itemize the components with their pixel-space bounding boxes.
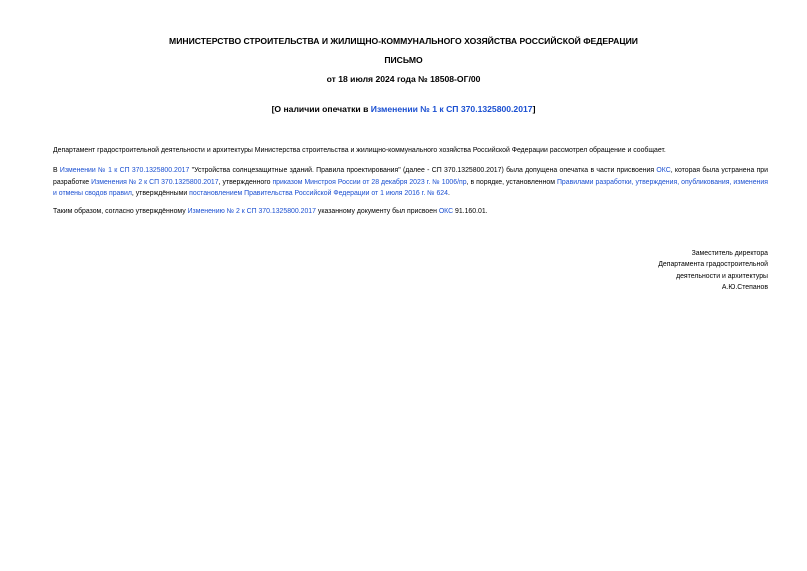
p2-text-5: , в порядке, установленном (466, 178, 557, 186)
p3-text-3: 91.160.01. (453, 208, 488, 215)
subject-suffix: ] (532, 104, 536, 114)
p2-text-7: . (447, 190, 450, 197)
subject-link[interactable]: Изменении № 1 к СП 370.1325800.2017 (370, 104, 533, 114)
paragraph-typo (53, 165, 768, 200)
signature-name: А.Ю.Степанов (721, 284, 768, 292)
p3-text-2: указанному документу был присвоен (315, 208, 439, 215)
subject-heading (0, 104, 807, 115)
link-oks-conclusion[interactable]: ОКС (438, 208, 454, 215)
paragraph-intro: Департамент градостроительной деятельности и архитектуры Министерства строительства и жилищно-коммунального хозяйства Российской Федерации рассмотрел обращение и сообщает. (53, 147, 666, 154)
p2-text-1: В (53, 167, 60, 174)
date-number-heading: от 18 июля 2024 года № 18508-ОГ/00 (326, 74, 481, 84)
link-rules[interactable]: Правилами разработки, утверждения, опубликования, изменения и отмены сводов правил (53, 178, 768, 197)
paragraph-conclusion (53, 206, 768, 218)
p3-text-1: Таким образом, согласно утверждённому (53, 208, 188, 215)
link-government-decree[interactable]: постановлением Правительства Российской Федерации от 1 июля 2016 г. № 624 (189, 190, 448, 197)
p2-text-4: , утвержденного (218, 178, 273, 186)
link-change-2[interactable]: Изменения № 2 к СП 370.1325800.2017 (91, 178, 219, 186)
link-oks[interactable]: ОКС (656, 167, 671, 174)
subject-prefix: [О наличии опечатки в (271, 104, 371, 114)
ministry-heading: МИНИСТЕРСТВО СТРОИТЕЛЬСТВА И ЖИЛИЩНО-КОММУНАЛЬНОГО ХОЗЯЙСТВА РОССИЙСКОЙ ФЕДЕРАЦИИ (169, 36, 638, 46)
signature-block (658, 248, 768, 294)
p2-text-2: "Устройства солнцезащитные зданий. Правила проектирования" (далее - СП 370.1325800.2017) была допущена опечатка в части присвоения (189, 167, 657, 174)
p2-text-3: , которая была устранена при разработке (53, 167, 768, 186)
p2-text-6: , утверждёнными (131, 190, 190, 197)
link-change-2-conclusion[interactable]: Изменению № 2 к СП 370.1325800.2017 (187, 208, 316, 215)
link-change-1[interactable]: Изменении № 1 к СП 370.1325800.2017 (59, 167, 190, 174)
link-order-minstroy[interactable]: приказом Минстроя России от 28 декабря 2023 г. № 1006/пр (272, 178, 467, 186)
signature-department: Департамента градостроительной (658, 261, 768, 269)
signature-department-cont: деятельности и архитектуры (676, 272, 768, 280)
doc-type-heading: ПИСЬМО (384, 55, 423, 65)
signature-position: Заместитель директора (691, 250, 768, 257)
